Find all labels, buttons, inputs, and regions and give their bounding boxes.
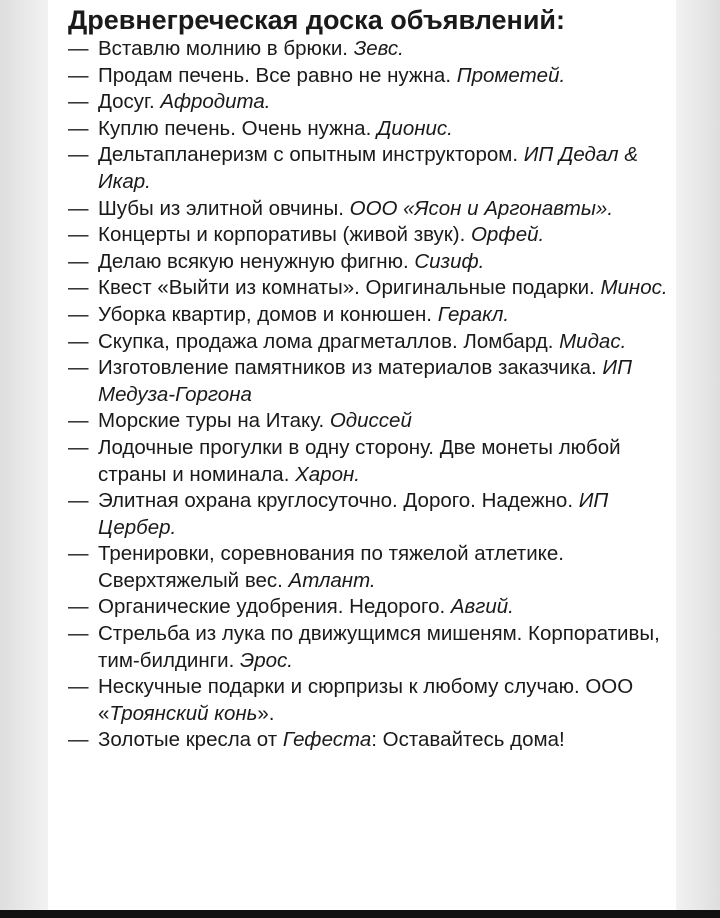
dash-bullet: — (68, 37, 89, 60)
ad-text: Шубы из элитной овчины. (98, 196, 350, 220)
ad-text: Золотые кресла от (98, 728, 283, 752)
ad-item (68, 621, 668, 674)
ad-text: Элитная охрана круглосуточно. Дорого. Надежно. (98, 489, 579, 513)
ad-item (68, 594, 668, 621)
ad-item (68, 89, 668, 116)
ads-list (68, 36, 668, 754)
ad-signer: ИП Медуза-Горгона (98, 356, 632, 406)
ad-signer: Минос. (600, 276, 668, 300)
ad-signer: ИП Дедал & Икар. (98, 143, 638, 193)
ad-item (68, 727, 668, 754)
ad-item (68, 249, 668, 276)
ad-item (68, 196, 668, 223)
ad-text: Куплю печень. Очень нужна. (98, 116, 377, 140)
ad-signer: Гефеста (282, 728, 372, 752)
ad-signer: Сизиф. (414, 249, 485, 273)
ad-signer: Харон. (295, 462, 360, 486)
ad-signer: Эрос. (239, 648, 293, 672)
ad-item (68, 36, 668, 63)
right-background (676, 0, 720, 918)
ad-text: Лодочные прогулки в одну сторону. Две монеты любой страны и номинала. (98, 435, 621, 486)
dash-bullet: — (68, 489, 89, 513)
announcement-sheet (48, 0, 676, 910)
ad-text: Досуг. (98, 90, 161, 114)
ad-item (68, 408, 668, 435)
ad-signer: Дионис. (376, 116, 453, 140)
ad-signer: Троянский конь (109, 701, 258, 725)
ad-text: Продам печень. Все равно не нужна. (98, 63, 457, 87)
dash-bullet: — (68, 143, 89, 167)
dash-bullet: — (68, 249, 89, 273)
ad-tail: : Оставайтесь дома! (371, 728, 565, 752)
ad-item (68, 222, 668, 249)
ad-text: Уборка квартир, домов и конюшен. (98, 302, 438, 326)
ad-text: Квест «Выйти из комнаты». Оригинальные подарки. (98, 276, 601, 300)
ad-signer: ИП Цербер. (98, 489, 609, 539)
ad-signer: Геракл. (437, 302, 510, 326)
dash-bullet: — (68, 409, 89, 433)
ad-tail: ». (257, 701, 275, 725)
ad-text: Делаю всякую ненужную фигню. (98, 249, 415, 273)
ad-text: Стрельба из лука по движущимся мишеням. Корпоративы, тим-билдинги. (98, 622, 660, 672)
ad-item (68, 142, 668, 195)
ad-text: Морские туры на Итаку. (98, 409, 330, 433)
dash-bullet: — (68, 223, 89, 247)
page-title: Древнегреческая доска объявлений: (68, 5, 566, 35)
ad-item (68, 275, 668, 302)
left-background (0, 0, 48, 918)
ad-item (68, 674, 668, 727)
dash-bullet: — (68, 329, 89, 353)
ad-text: Изготовление памятников из материалов заказчика. (98, 356, 603, 380)
dash-bullet: — (68, 116, 89, 140)
dash-bullet: — (68, 622, 89, 646)
ad-item (68, 435, 668, 488)
ad-text: Нескучные подарки и сюрпризы к любому случаю. ООО « (98, 675, 634, 725)
ad-item (68, 488, 668, 541)
ad-text: Органические удобрения. Недорого. (98, 595, 451, 619)
ad-signer: Афродита. (160, 90, 271, 114)
dash-bullet: — (68, 356, 89, 380)
dash-bullet: — (68, 595, 89, 619)
ad-signer: ООО «Ясон и Аргонавты». (349, 196, 614, 220)
ad-text: Тренировки, соревнования по тяжелой атлетике. Сверхтяжелый вес. (98, 542, 564, 592)
dash-bullet: — (68, 675, 89, 699)
dash-bullet: — (68, 542, 89, 566)
dash-bullet: — (68, 196, 89, 220)
ad-item (68, 541, 668, 594)
bottom-bar (0, 910, 720, 918)
ad-item (68, 63, 668, 90)
ad-signer: Атлант. (288, 568, 376, 592)
ad-signer: Орфей. (470, 223, 545, 247)
dash-bullet: — (68, 90, 89, 114)
ad-signer: Прометей. (456, 63, 566, 87)
ad-item (68, 116, 668, 143)
ad-signer: Авгий. (450, 595, 514, 619)
ad-item (68, 329, 668, 356)
ad-text: Концерты и корпоративы (живой звук). (98, 223, 471, 247)
ad-signer: Одиссей (329, 409, 412, 433)
dash-bullet: — (68, 276, 89, 300)
dash-bullet: — (68, 435, 89, 459)
ad-signer: Мидас. (559, 329, 627, 353)
ad-text: Дельтапланеризм с опытным инструктором. (98, 143, 524, 167)
dash-bullet: — (68, 302, 89, 326)
ad-item (68, 302, 668, 329)
ad-text: Вставлю молнию в брюки. (98, 37, 354, 60)
ad-text: Скупка, продажа лома драгметаллов. Ломбард. (98, 329, 560, 353)
ad-signer: Зевс. (353, 37, 404, 60)
dash-bullet: — (68, 728, 89, 752)
dash-bullet: — (68, 63, 89, 87)
ad-item (68, 355, 668, 408)
